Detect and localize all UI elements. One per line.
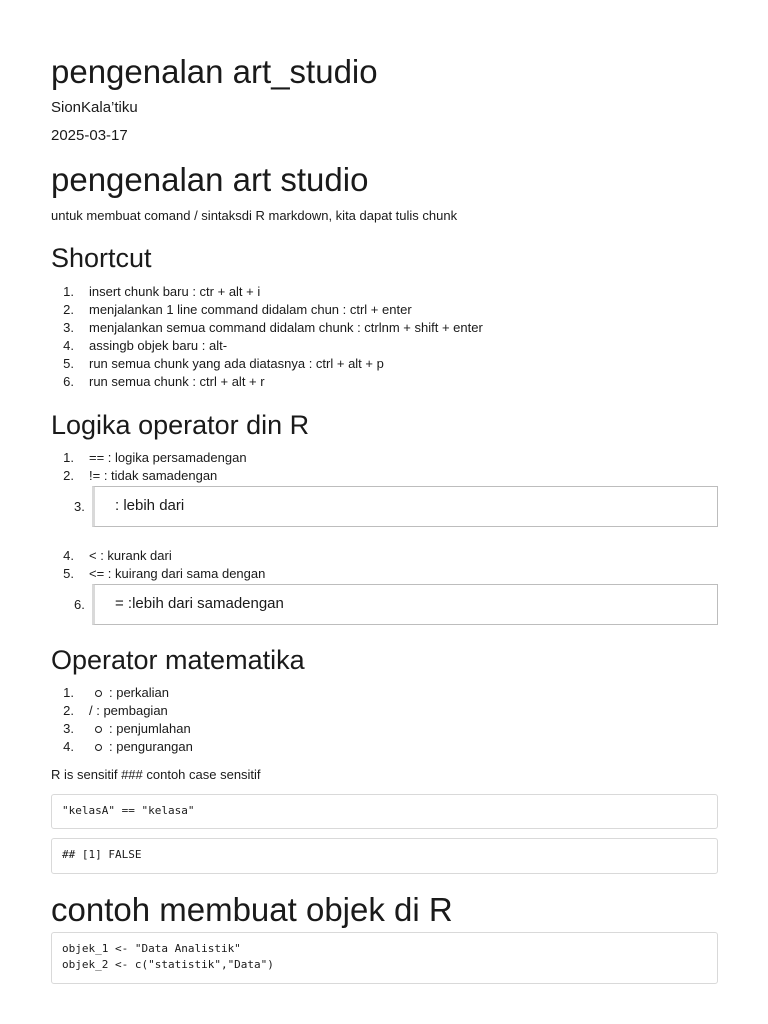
list-item-blockquote: 3. : lebih dari — [51, 486, 718, 528]
circle-bullet-icon — [95, 744, 102, 751]
document-author: SionKala’tiku — [51, 99, 138, 116]
list-item: 3. : penjumlahan — [63, 721, 191, 736]
logika-list-part1 — [51, 449, 247, 485]
logika-list-part2 — [51, 547, 265, 583]
shortcut-list — [51, 283, 483, 391]
list-item: 4. : pengurangan — [63, 739, 193, 754]
list-item: 6. run semua chunk : ctrl + alt + r — [63, 374, 265, 389]
intro-paragraph: untuk membuat comand / sintaksdi R markdown, kita dapat tulis chunk — [51, 208, 458, 223]
code-line: "kelasA" == "kelasa" — [62, 804, 195, 817]
section-heading-shortcut: Shortcut — [51, 243, 152, 273]
code-line: objek_1 <- "Data Analistik" — [62, 942, 241, 955]
list-item-blockquote: 6. = :lebih dari samadengan — [51, 584, 718, 626]
code-block[interactable] — [51, 794, 718, 829]
section-heading-objek: contoh membuat objek di R — [51, 891, 453, 928]
circle-bullet-icon — [95, 726, 102, 733]
list-item: 5. run semua chunk yang ada diatasnya : ctrl + alt + p — [63, 356, 384, 371]
list-item: 3. menjalankan semua command didalam chunk : ctrlnm + shift + enter — [63, 320, 483, 335]
blockquote: : lebih dari — [92, 486, 718, 527]
list-item: 4. < : kurank dari — [63, 548, 172, 563]
list-item: 1. insert chunk baru : ctr + alt + i — [63, 284, 261, 299]
code-output-block[interactable] — [51, 838, 718, 874]
list-item: 2. != : tidak samadengan — [63, 468, 218, 483]
list-item: 2. / : pembagian — [63, 703, 168, 718]
code-block[interactable] — [51, 932, 718, 984]
section-heading-intro: pengenalan art studio — [51, 161, 369, 198]
document-date: 2025-03-17 — [51, 127, 128, 144]
document-title: pengenalan art_studio — [51, 53, 378, 90]
code-line: objek_2 <- c("statistik","Data") — [62, 958, 274, 971]
list-item: 1. == : logika persamadengan — [63, 450, 247, 465]
case-sensitive-note: R is sensitif ### contoh case sensitif — [51, 767, 261, 782]
list-item: 5. <= : kuirang dari sama dengan — [63, 566, 266, 581]
section-heading-matematika: Operator matematika — [51, 645, 305, 675]
list-item: 1. : perkalian — [63, 685, 169, 700]
section-heading-logika: Logika operator din R — [51, 410, 310, 440]
code-output-line: ## [1] FALSE — [62, 848, 142, 861]
matematika-list — [51, 684, 193, 756]
blockquote: = :lebih dari samadengan — [92, 584, 718, 625]
list-item: 2. menjalankan 1 line command didalam chun : ctrl + enter — [63, 302, 412, 317]
list-item: 4. assingb objek baru : alt- — [63, 338, 228, 353]
circle-bullet-icon — [95, 690, 102, 697]
